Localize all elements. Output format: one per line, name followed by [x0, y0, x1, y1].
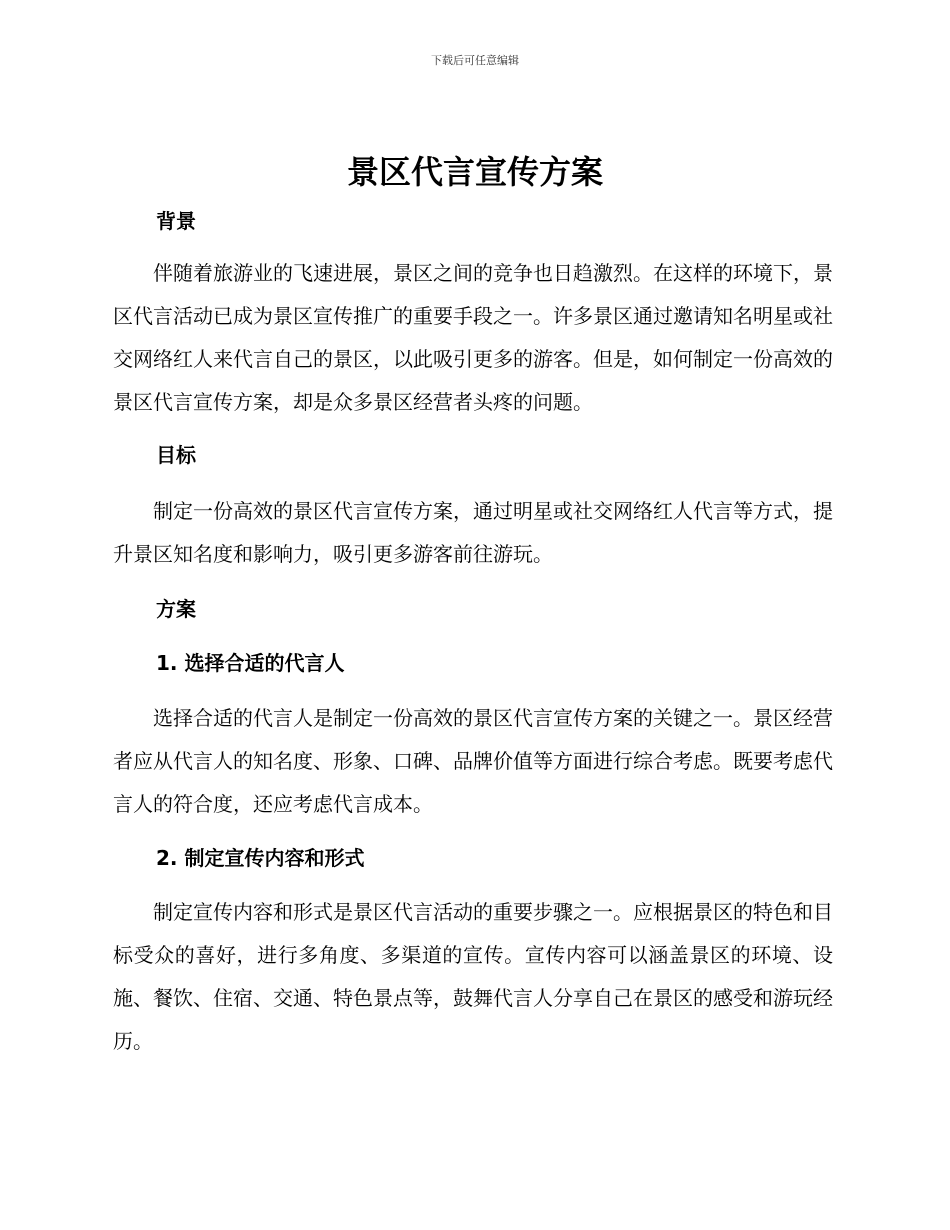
plan-item-heading-1: 1. 选择合适的代言人 — [156, 651, 345, 675]
section-heading-plan: 方案 — [156, 597, 196, 621]
section-heading-goal: 目标 — [156, 443, 196, 467]
section-paragraph-background: 伴随着旅游业的飞速进展，景区之间的竞争也日趋激烈。在这样的环境下，景区代言活动已成为景区宣传推广的重要手段之一。许多景区通过邀请知名明星或社交网络红人来代言自己的景区，以此吸引更多的游客。但是，如何制定一份高效的景区代言宣传方案，却是众多景区经营者头疼的问题。 — [113, 261, 833, 414]
section-heading-background: 背景 — [156, 209, 196, 233]
section-paragraph-goal: 制定一份高效的景区代言宣传方案，通过明星或社交网络红人代言等方式，提升景区知名度和影响力，吸引更多游客前往游玩。 — [113, 499, 833, 566]
plan-item-heading-2: 2. 制定宣传内容和形式 — [156, 846, 365, 870]
document-title: 景区代言宣传方案 — [346, 153, 603, 191]
plan-item-paragraph-2: 制定宣传内容和形式是景区代言活动的重要步骤之一。应根据景区的特色和目标受众的喜好，进行多角度、多渠道的宣传。宣传内容可以涵盖景区的环境、设施、餐饮、住宿、交通、特色景点等，鼓舞代言人分享自己在景区的感受和游玩经历。 — [113, 900, 833, 1053]
plan-item-paragraph-1: 选择合适的代言人是制定一份高效的景区代言宣传方案的关键之一。景区经营者应从代言人的知名度、形象、口碑、品牌价值等方面进行综合考虑。既要考虑代言人的符合度，还应考虑代言成本。 — [113, 706, 833, 816]
header-note: 下载后可任意编辑 — [431, 54, 519, 67]
